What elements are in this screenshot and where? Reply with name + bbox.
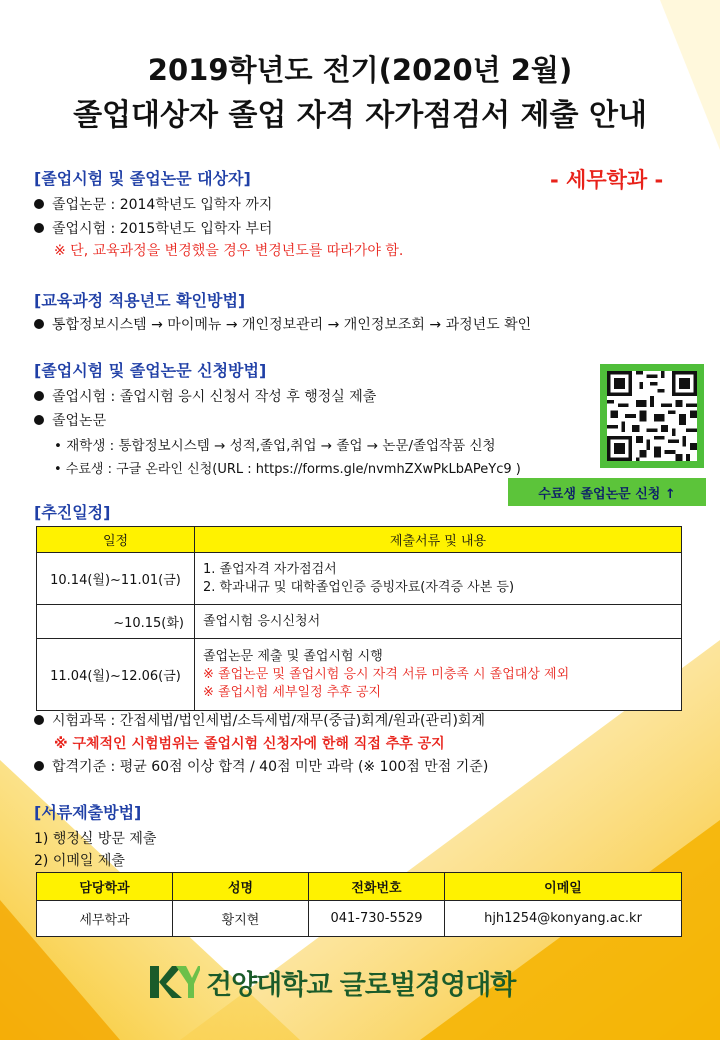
table-row [37,901,682,937]
bullet-icon [34,199,44,209]
department-label: - 세무학과 - [550,168,664,192]
table-row [37,639,682,711]
contact-header-name: 성명 [173,873,309,901]
bullet-icon [34,715,44,725]
application-exam: 졸업시험 : 졸업시험 응시 신청서 작성 후 행정실 제출 [34,386,376,406]
section-heading-submission: [서류제출방법] [34,803,142,822]
schedule-date: 11.04(월)~12.06(금) [37,639,195,711]
exam-subjects: 시험과목 : 간접세법/법인세법/소득세법/재무(중급)회계/원과(관리)회계 [34,710,485,730]
completed-thesis-apply-button[interactable]: 수료생 졸업논문 신청 ↑ [508,478,706,506]
qr-code-icon [607,371,697,461]
table-row [37,553,682,605]
schedule-table [36,526,682,711]
section-heading-targets: [졸업시험 및 졸업논문 대상자] [34,169,251,188]
schedule-content: 졸업시험 응시신청서 [195,605,682,639]
schedule-content: 졸업논문 제출 및 졸업시험 시행 ※ 졸업논문 및 졸업시험 응시 자격 서류 미충족 시 졸업대상 제외 ※ 졸업시험 세부일정 추후 공지 [195,639,682,711]
bullet-icon [34,319,44,329]
bullet-icon [34,415,44,425]
schedule-content: 1. 졸업자격 자가점검서 2. 학과내규 및 대학졸업인증 증빙자료(자격증 사본 등) [195,553,682,605]
schedule-header-content: 제출서류 및 내용 [195,527,682,553]
bullet-icon [34,391,44,401]
target-item-thesis: 졸업논문 : 2014학년도 입학자 까지 [34,194,272,214]
university-name: 건양대학교 글로벌경영대학 [206,969,516,1001]
bullet-icon [34,761,44,771]
title-line-2: 졸업대상자 졸업 자격 자가점검서 제출 안내 [73,98,647,133]
contact-header-phone: 전화번호 [309,873,445,901]
section-heading-schedule: [추진일정] [34,503,111,522]
ky-logo-icon [148,962,200,1002]
section-heading-curriculum: [교육과정 적용년도 확인방법] [34,291,246,310]
application-enrolled: • 재학생 : 통합정보시스템 → 성적,졸업,취업 → 졸업 → 논문/졸업작품 신청 [54,438,496,454]
schedule-header-date: 일정 [37,527,195,553]
contact-phone: 041-730-5529 [309,901,445,937]
schedule-date: 10.14(월)~11.01(금) [37,553,195,605]
university-logo [148,962,515,1002]
curriculum-check-path: 통합정보시스템 → 마이메뉴 → 개인정보관리 → 개인정보조회 → 과정년도 확인 [34,314,531,334]
contact-header-email: 이메일 [445,873,682,901]
application-thesis: 졸업논문 [34,410,106,430]
schedule-date: ~10.15(화) [37,605,195,639]
contact-table [36,872,682,937]
pass-criteria: 합격기준 : 평균 60점 이상 합격 / 40점 미만 과락 (※ 100점 만점 기준) [34,756,488,776]
title-line-1: 2019학년도 전기(2020년 2월) [147,53,573,87]
target-item-exam: 졸업시험 : 2015학년도 입학자 부터 [34,218,272,238]
contact-header-dept: 담당학과 [37,873,173,901]
submission-method-email: 2) 이메일 제출 [34,853,125,869]
bullet-icon [34,223,44,233]
contact-header-row [37,873,682,901]
section-heading-application: [졸업시험 및 졸업논문 신청방법] [34,361,267,380]
submission-method-visit: 1) 행정실 방문 제출 [34,831,157,847]
exam-subjects-note: ※ 구체적인 시험범위는 졸업시험 신청자에 한해 직접 추후 공지 [54,736,445,752]
table-row [37,605,682,639]
target-note: ※ 단, 교육과정을 변경했을 경우 변경년도를 따라가야 함. [54,243,404,259]
schedule-header-row [37,527,682,553]
application-completed: • 수료생 : 구글 온라인 신청(URL : https://forms.gle/nvmhZXwPkLbAPeYc9 ) [54,462,521,477]
contact-email[interactable]: hjh1254@konyang.ac.kr [445,901,682,937]
qr-code[interactable] [600,364,704,468]
contact-name: 황지현 [173,901,309,937]
contact-dept: 세무학과 [37,901,173,937]
